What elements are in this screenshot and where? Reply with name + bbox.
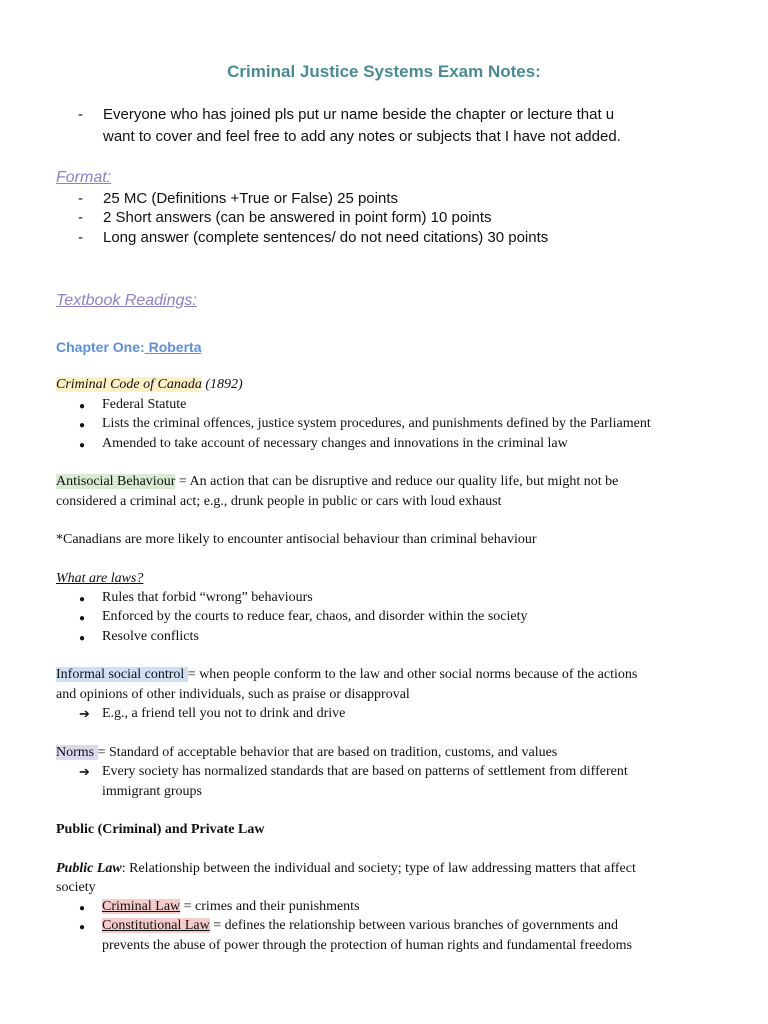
- format-item-text: 25 MC (Definitions +True or False) 25 points: [103, 190, 398, 207]
- antisocial-term: Antisocial Behaviour: [56, 474, 176, 489]
- public-law-definition: [56, 861, 636, 877]
- list-item-text: [102, 918, 618, 934]
- public-law-term: Public Law: [56, 861, 122, 876]
- antisocial-def-2: considered a criminal act; e.g., drunk people in public or cars with loud exhaust: [56, 494, 502, 509]
- criminal-law-term: Criminal Law: [102, 899, 181, 914]
- intro-line-1: Everyone who has joined pls put ur name beside the chapter or lecture that u: [103, 106, 615, 123]
- informal-def-1: = when people conform to the law and other social norms because of the actions: [187, 667, 638, 682]
- informal-def-2: and opinions of other individuals, such as praise or disapproval: [56, 687, 410, 702]
- criminal-code-year: (1892): [201, 377, 243, 392]
- norms-definition: [56, 745, 557, 761]
- list-item-text: Resolve conflicts: [102, 629, 199, 644]
- bullet-marker: ●: [79, 440, 86, 451]
- list-item-text: Lists the criminal offences, justice system procedures, and punishments defined by the Parliament: [102, 416, 651, 431]
- informal-example: E.g., a friend tell you not to drink and drive: [102, 706, 346, 721]
- criminal-code-heading: [56, 377, 243, 393]
- norms-def: = Standard of acceptable behavior that are based on tradition, customs, and values: [97, 745, 558, 760]
- norms-sub-2: immigrant groups: [102, 784, 202, 799]
- public-private-heading: Public (Criminal) and Private Law: [56, 822, 265, 837]
- bullet-marker: ●: [79, 594, 86, 605]
- arrow-marker: ➔: [79, 764, 90, 779]
- public-law-def-1: : Relationship between the individual and society; type of law addressing matters that affect: [121, 861, 636, 876]
- bullet-marker: ●: [79, 420, 86, 431]
- dash-marker: -: [78, 190, 83, 207]
- list-item-text: [102, 899, 360, 915]
- format-heading: Format:: [56, 169, 112, 186]
- informal-term: Informal social control: [56, 667, 188, 682]
- intro-line-2: want to cover and feel free to add any notes or subjects that I have not added.: [103, 128, 621, 145]
- constitutional-law-def: = defines the relationship between various branches of governments and: [209, 918, 619, 933]
- list-item-text: Federal Statute: [102, 397, 187, 412]
- public-law-def-2: society: [56, 880, 96, 895]
- format-item-text: Long answer (complete sentences/ do not need citations) 30 points: [103, 229, 549, 246]
- dash-marker: -: [78, 209, 83, 226]
- dash-marker: -: [78, 229, 83, 246]
- norms-sub-1: Every society has normalized standards that are based on patterns of settlement from different: [102, 764, 628, 779]
- antisocial-definition: [56, 474, 618, 490]
- format-item-text: 2 Short answers (can be answered in point form) 10 points: [103, 209, 492, 226]
- constitutional-law-term: Constitutional Law: [102, 918, 210, 933]
- bullet-marker: ●: [79, 613, 86, 624]
- dash-marker: -: [78, 106, 83, 123]
- informal-definition: [56, 667, 637, 683]
- criminal-law-def: = crimes and their punishments: [180, 899, 360, 914]
- criminal-code-term: Criminal Code of Canada: [56, 377, 202, 392]
- arrow-marker: ➔: [79, 706, 90, 721]
- constitutional-law-def-cont: prevents the abuse of power through the protection of human rights and fundamental freedoms: [102, 938, 632, 953]
- bullet-marker: ●: [79, 633, 86, 644]
- bullet-marker: ●: [79, 401, 86, 412]
- list-item-text: Rules that forbid “wrong” behaviours: [102, 590, 313, 605]
- chapter-heading: [56, 339, 201, 355]
- list-item-text: Amended to take account of necessary changes and innovations in the criminal law: [102, 436, 568, 451]
- page-title: Criminal Justice Systems Exam Notes:: [227, 62, 541, 81]
- bullet-marker: ●: [79, 903, 86, 914]
- chapter-assignee: Roberta: [144, 339, 202, 355]
- canadians-note: *Canadians are more likely to encounter antisocial behaviour than criminal behaviour: [56, 532, 537, 547]
- laws-heading: What are laws?: [56, 571, 144, 586]
- norms-term: Norms: [56, 745, 98, 760]
- textbook-readings-heading: Textbook Readings:: [56, 292, 197, 309]
- antisocial-def-1: = An action that can be disruptive and reduce our quality life, but might not be: [175, 474, 619, 489]
- bullet-marker: ●: [79, 922, 86, 933]
- chapter-label: Chapter One:: [56, 339, 145, 355]
- list-item-text: Enforced by the courts to reduce fear, chaos, and disorder within the society: [102, 609, 528, 624]
